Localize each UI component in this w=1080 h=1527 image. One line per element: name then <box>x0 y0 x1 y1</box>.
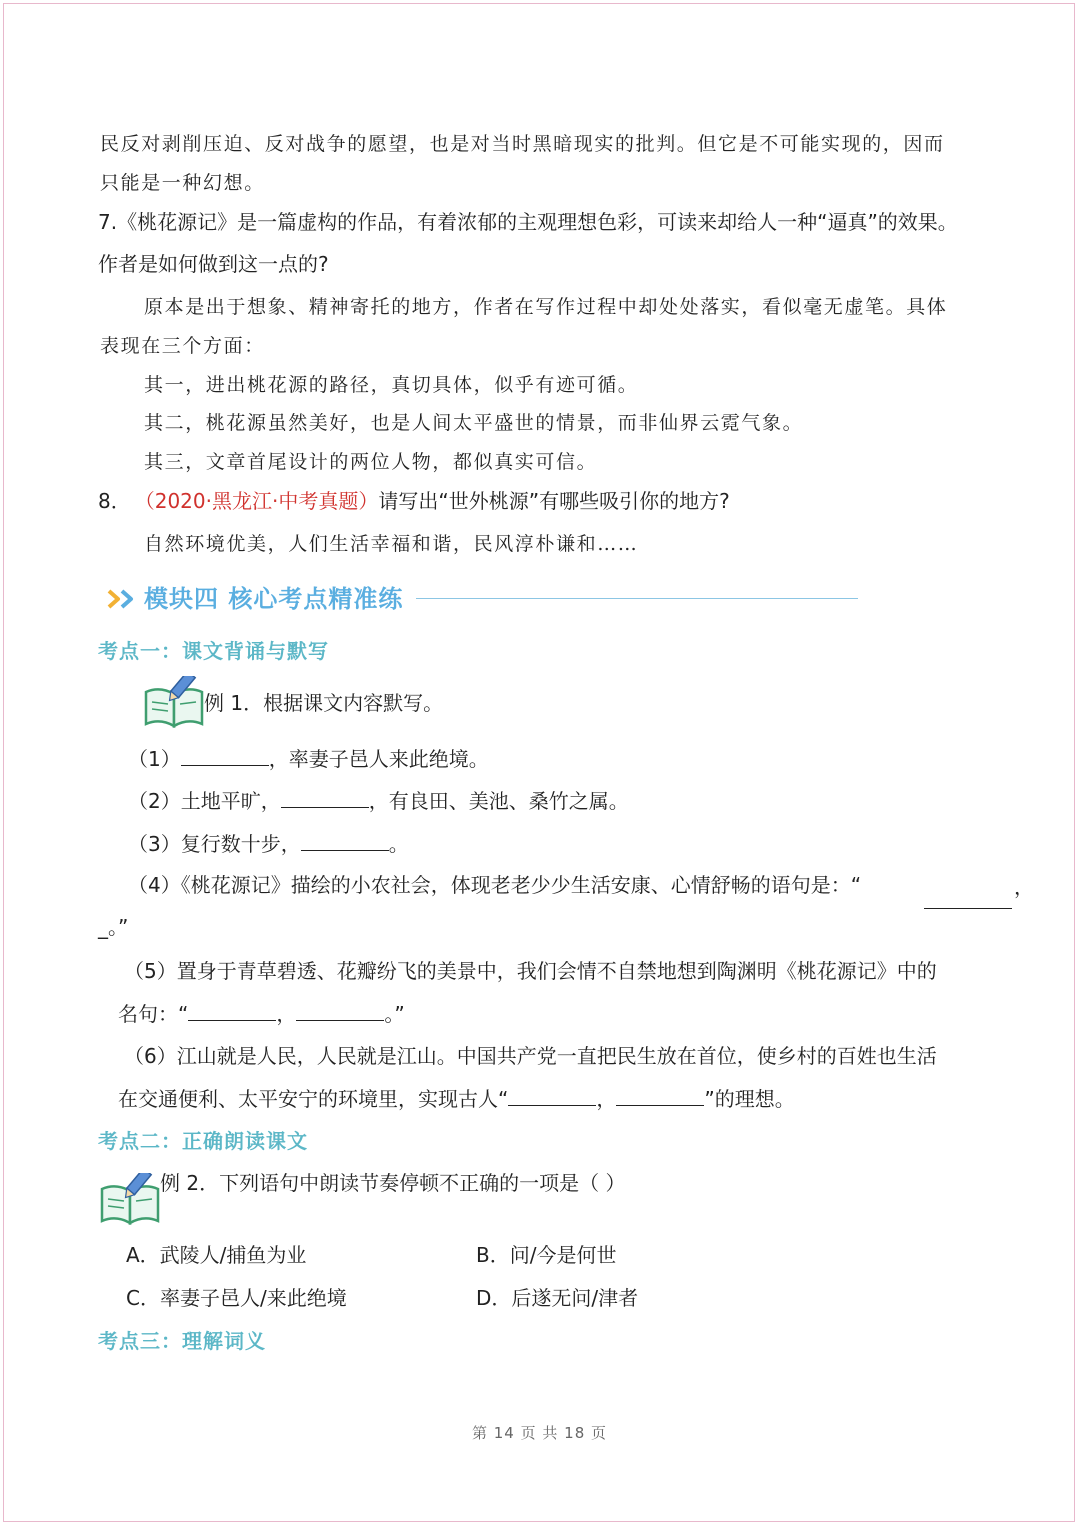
fill-item <box>128 872 861 898</box>
answer-line: 表现在三个方面： <box>100 335 265 357</box>
answer-line: 自然环境优美，人们生活幸福和谐，民风淳朴谦和…… <box>144 533 639 555</box>
answer-point: 其二，桃花源虽然美好，也是人间太平盛世的情景，而非仙界云霓气象。 <box>144 412 804 434</box>
fill-item <box>128 787 629 814</box>
question-7-line: 7.《桃花源记》是一篇虚构的作品，有着浓郁的主观理想色彩，可读来却给人一种“逼真”的效果。 <box>98 210 958 234</box>
book-pencil-icon <box>142 676 206 730</box>
item-text: （4）《桃花源记》描绘的小农社会，体现老老少少生活安康、心情舒畅的语句是：“ <box>128 873 862 897</box>
item-text: ，率妻子邑人来此绝境。 <box>268 747 489 771</box>
answer-blank[interactable] <box>508 1085 596 1106</box>
answer-point: 其一，进出桃花源的路径，真切具体，似乎有迹可循。 <box>144 374 639 396</box>
section-heading: 考点二：正确朗读课文 <box>98 1129 308 1153</box>
module-title: 模块四 核心考点精准练 <box>144 585 404 613</box>
item-text: 在交通便利、太平安宁的环境里，实现古人“ <box>118 1087 509 1111</box>
question-source: （2020·黑龙江·中考真题） <box>144 489 379 513</box>
item-text: （2）土地平旷， <box>128 789 281 813</box>
option-b[interactable]: B．问/今是何世 <box>476 1243 617 1267</box>
fill-item: （6）江山就是人民，人民就是江山。中国共产党一直把民生放在首位，使乡村的百姓也生活 <box>124 1044 937 1068</box>
example-title: 例 1．根据课文内容默写。 <box>204 691 444 715</box>
option-d[interactable]: D．后遂无问/津者 <box>476 1286 639 1310</box>
item-text: 。 <box>388 832 409 856</box>
answer-blank[interactable] <box>924 888 1012 909</box>
chevron-double-icon <box>106 589 138 609</box>
answer-blank[interactable] <box>296 1000 384 1021</box>
question-7-line: 作者是如何做到这一点的? <box>98 252 329 276</box>
item-text: （3）复行数十步， <box>128 832 301 856</box>
item-text: ，有良田、美池、桑竹之属。 <box>368 789 629 813</box>
example-title: 例 2．下列语句中朗读节奏停顿不正确的一项是（ ） <box>160 1171 626 1195</box>
section-heading: 考点一：课文背诵与默写 <box>98 639 329 663</box>
answer-line: 原本是出于想象、精神寄托的地方，作者在写作过程中却处处落实，看似毫无虚笔。具体 <box>144 296 948 318</box>
item-text: 名句：“ <box>118 1002 189 1026</box>
page-number: 第 14 页 共 18 页 <box>472 1424 608 1442</box>
fill-item: （5）置身于青草碧透、花瓣纷飞的美景中，我们会情不自禁地想到陶渊明《桃花源记》中的 <box>124 959 937 983</box>
section-heading: 考点三：理解词义 <box>98 1329 266 1353</box>
option-c[interactable]: C．率妻子邑人/来此绝境 <box>126 1286 347 1310</box>
question-8 <box>98 488 730 514</box>
answer-blank[interactable] <box>181 745 269 766</box>
fill-item <box>128 830 409 857</box>
item-text: 。” <box>384 1002 405 1026</box>
module-divider <box>416 598 858 599</box>
fill-item <box>128 745 489 772</box>
answer-blank[interactable] <box>301 830 389 851</box>
paragraph-line: 民反对剥削压迫、反对战争的愿望，也是对当时黑暗现实的批判。但它是不可能实现的，因而 <box>100 133 945 155</box>
item-text: ”的理想。 <box>704 1087 795 1111</box>
fill-item <box>118 1000 405 1027</box>
answer-point: 其三，文章首尾设计的两位人物，都似真实可信。 <box>144 451 598 473</box>
fill-item <box>118 1085 795 1112</box>
question-number: 8． <box>98 489 131 513</box>
option-a[interactable]: A．武陵人/捕鱼为业 <box>126 1243 307 1267</box>
answer-blank[interactable] <box>281 787 369 808</box>
item-text: ， <box>276 1002 297 1026</box>
item-punct: ， <box>1014 875 1034 899</box>
item-text: _。” <box>98 915 129 939</box>
paragraph-line: 只能是一种幻想。 <box>100 172 265 194</box>
item-text: ， <box>596 1087 617 1111</box>
answer-blank[interactable] <box>616 1085 704 1106</box>
item-number: （1） <box>128 747 181 771</box>
answer-blank[interactable] <box>188 1000 276 1021</box>
question-text: 请写出“世外桃源”有哪些吸引你的地方? <box>378 489 730 513</box>
book-pencil-icon <box>98 1173 162 1227</box>
